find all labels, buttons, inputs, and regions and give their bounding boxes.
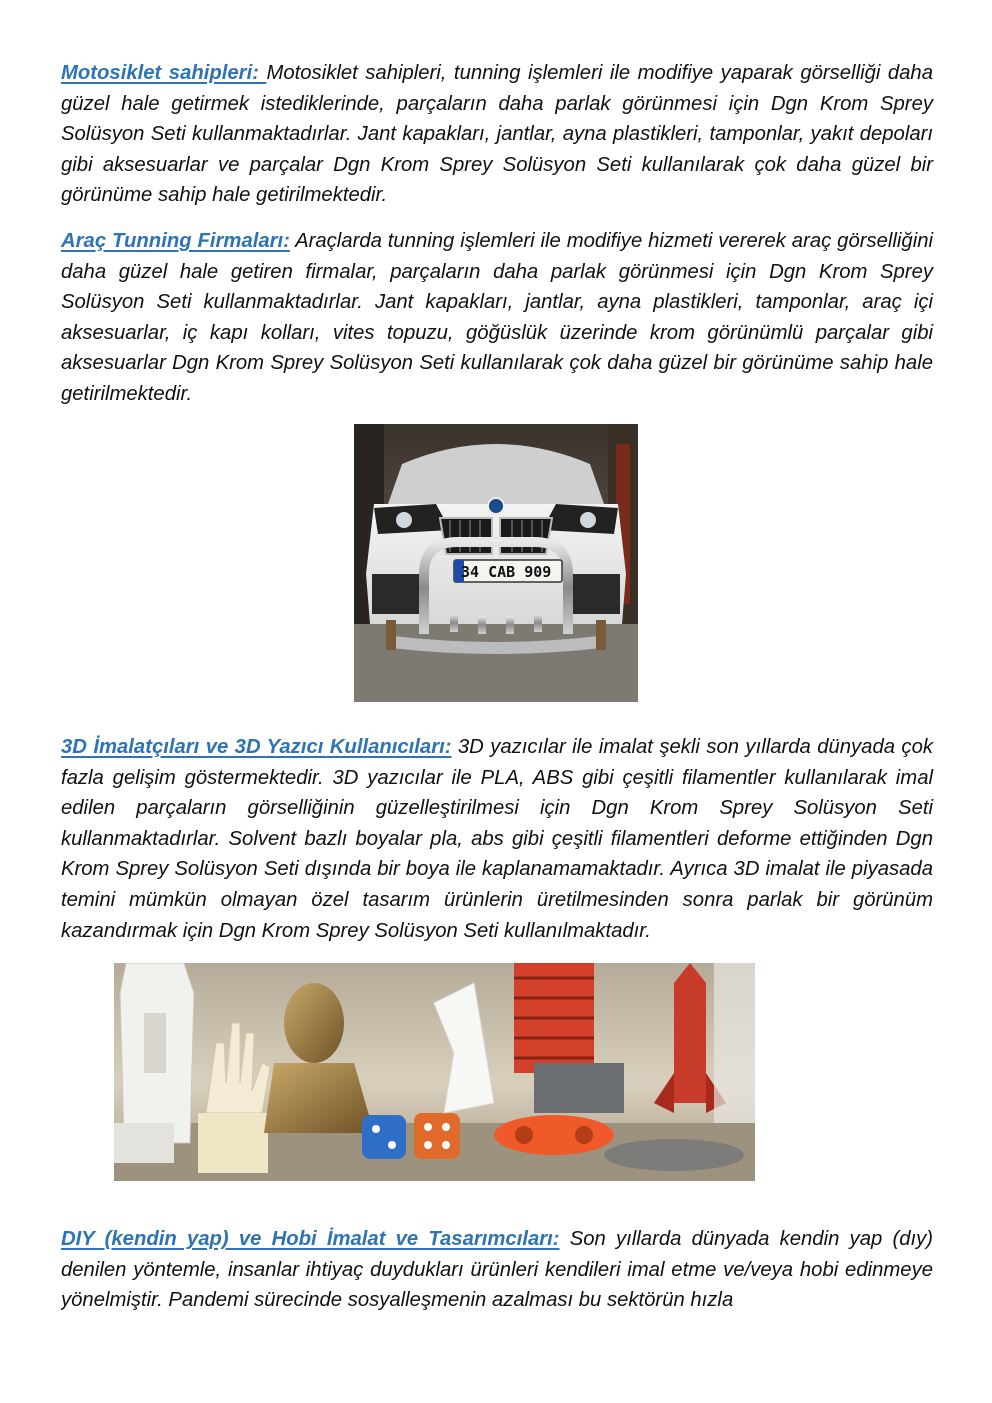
section-heading: Motosiklet sahipleri: — [61, 62, 267, 84]
section-text: Motosiklet sahipleri, tunning işlemleri ile modifiye yaparak görselliği daha güzel hale getirmek istediklerinde, parçaların daha parlak görünmesi için Dgn Krom Sprey Solüsyon Seti kullanmaktadırlar. Jant kapakları, jantlar, ayna plastikleri, tamponlar, yakıt depoları gibi aksesuarlar ve parçalar Dgn Krom Sprey Solüsyon Seti kullanılarak çok daha güzel bir görünüme sahip hale getirilmektedir. — [61, 62, 933, 207]
license-plate-number: 34 CAB 909 — [461, 563, 552, 581]
3d-objects-illustration — [114, 963, 755, 1181]
section-text: Araçlarda tunning işlemleri ile modifiye hizmeti vererek araç görselliğini daha güzel hale getiren firmalar, parçaların daha parlak görünmesi için Dgn Krom Sprey Solüsyon Seti kullanmaktadırlar. Jant kapakları, jantlar, ayna plastikleri, tamponlar, araç içi aksesuarlar, iç kapı kolları, vites topuzu, göğüslük üzerinde krom görünümlü parçalar gibi aksesuarlar Dgn Krom Sprey Solüsyon Seti kullanılarak çok daha güzel bir görünüme sahip hale getirilmektedir. — [61, 230, 933, 405]
section-text: Son yıllarda dünyada kendin yap (dıy) denilen yöntemle, insanlar ihtiyaç duydukları ürünleri kendileri imal etme ve/veya hobi edinmeye yönelmiştir. Pandemi sürecinde sosyalleşmenin azalması bu sektörün hızla — [61, 1228, 933, 1312]
section-arac-tunning — [61, 226, 933, 410]
section-3d-imalat — [61, 732, 933, 946]
car-illustration — [354, 424, 638, 702]
section-diy-hobi — [61, 1224, 933, 1316]
section-heading: 3D İmalatçıları ve 3D Yazıcı Kullanıcıları: — [61, 736, 452, 758]
section-text: 3D yazıcılar ile imalat şekli son yıllarda dünyada çok fazla gelişim göstermektedir. 3D yazıcılar ile PLA, ABS gibi çeşitli filamentler kullanılarak imal edilen parçaların görselliğinin güzelleştirilmesi için Dgn Krom Sprey Solüsyon Seti kullanmaktadırlar. Solvent bazlı boyalar pla, abs gibi çeşitli filamentleri deforme ettiğinden Dgn Krom Sprey Solüsyon Seti dışında bir boya ile kaplanamamaktadır. Ayrıca 3D imalat ile piyasada temini mümkün olmayan özel tasarım ürünlerin üretilmesinden sonra parlak bir görünüm kazandırmak için Dgn Krom Sprey Solüsyon Seti kullanılmaktadır. — [61, 736, 933, 942]
section-motosiklet — [61, 58, 933, 211]
car-photo — [354, 424, 638, 702]
section-heading: Araç Tunning Firmaları: — [61, 230, 290, 252]
3d-printed-objects-photo — [114, 963, 755, 1181]
section-heading: DIY (kendin yap) ve Hobi İmalat ve Tasarımcıları: — [61, 1228, 560, 1250]
